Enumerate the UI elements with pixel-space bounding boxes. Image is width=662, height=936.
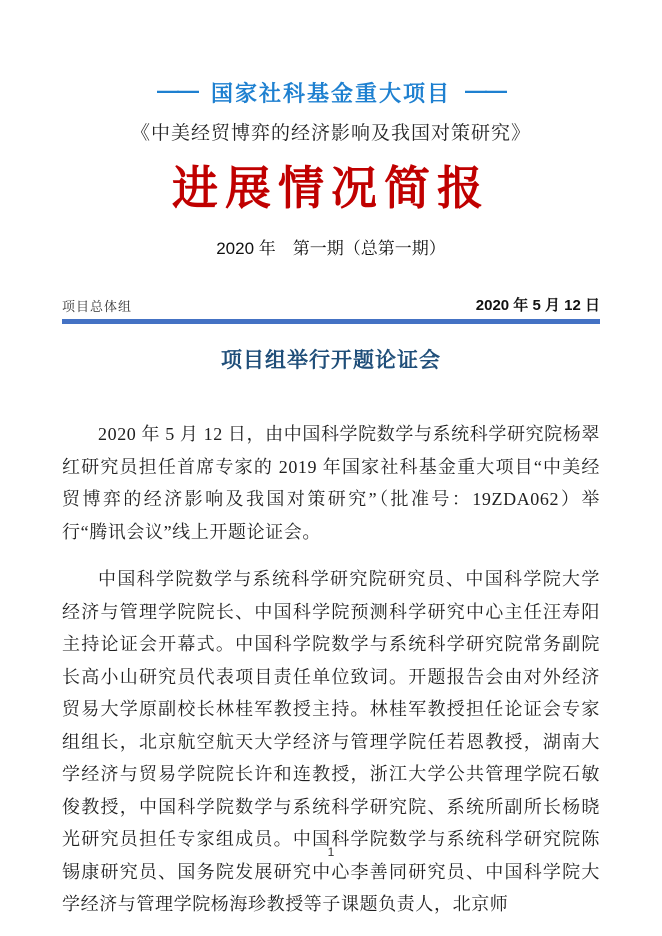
report-title: 进展情况简报 (172, 163, 490, 214)
banner-title: 国家社科基金重大项目 (210, 81, 451, 106)
divider-rule (62, 319, 600, 324)
page-number: 1 (327, 845, 335, 859)
article-heading: 项目组举行开题论证会 (221, 348, 441, 372)
banner (62, 78, 600, 106)
issue-line: 2020 年 第一期（总第一期） (216, 239, 446, 258)
banner-left-dash: —— (156, 78, 197, 103)
masthead (62, 294, 600, 315)
banner-right-dash: —— (465, 78, 505, 103)
project-subtitle: 《中美经贸博弈的经济影响及我国对策研究》 (130, 123, 531, 144)
article-paragraph-1: 2020 年 5 月 12 日，由中国科学院数学与系统科学研究院杨翠红研究员担任首席专家的 2019 年国家社科基金重大项目“中美经贸博弈的经济影响及我国对策研究”（批准号：19ZDA062）举行“腾讯会议”线上开题论证会。 (62, 424, 600, 542)
article-paragraph-2: 中国科学院数学与系统科学研究院研究员、中国科学院大学经济与管理学院院长、中国科学院预测科学研究中心主任汪寿阳主持论证会开幕式。中国科学院数学与系统科学研究院常务副院长高小山研究员代表项目责任单位致词。开题报告会由对外经济贸易大学原副校长林桂军教授主持。林桂军教授担任论证会专家组组长，北京航空航天大学经济与管理学院任若恩教授，湖南大学经济与贸易学院院长许和连教授，浙江大学公共管理学院石敏俊教授，中国科学院数学与系统科学研究院、系统所副所长杨晓光研究员担任专家组成员。中国科学院数学与系统科学研究院陈锡康研究员、国务院发展研究中心李善同研究员、中国科学院大学经济与管理学院杨海珍教授等子课题负责人，北京师 (62, 569, 600, 914)
masthead-date: 2020 年 5 月 12 日 (475, 297, 600, 314)
masthead-issuer: 项目总体组 (62, 299, 133, 314)
